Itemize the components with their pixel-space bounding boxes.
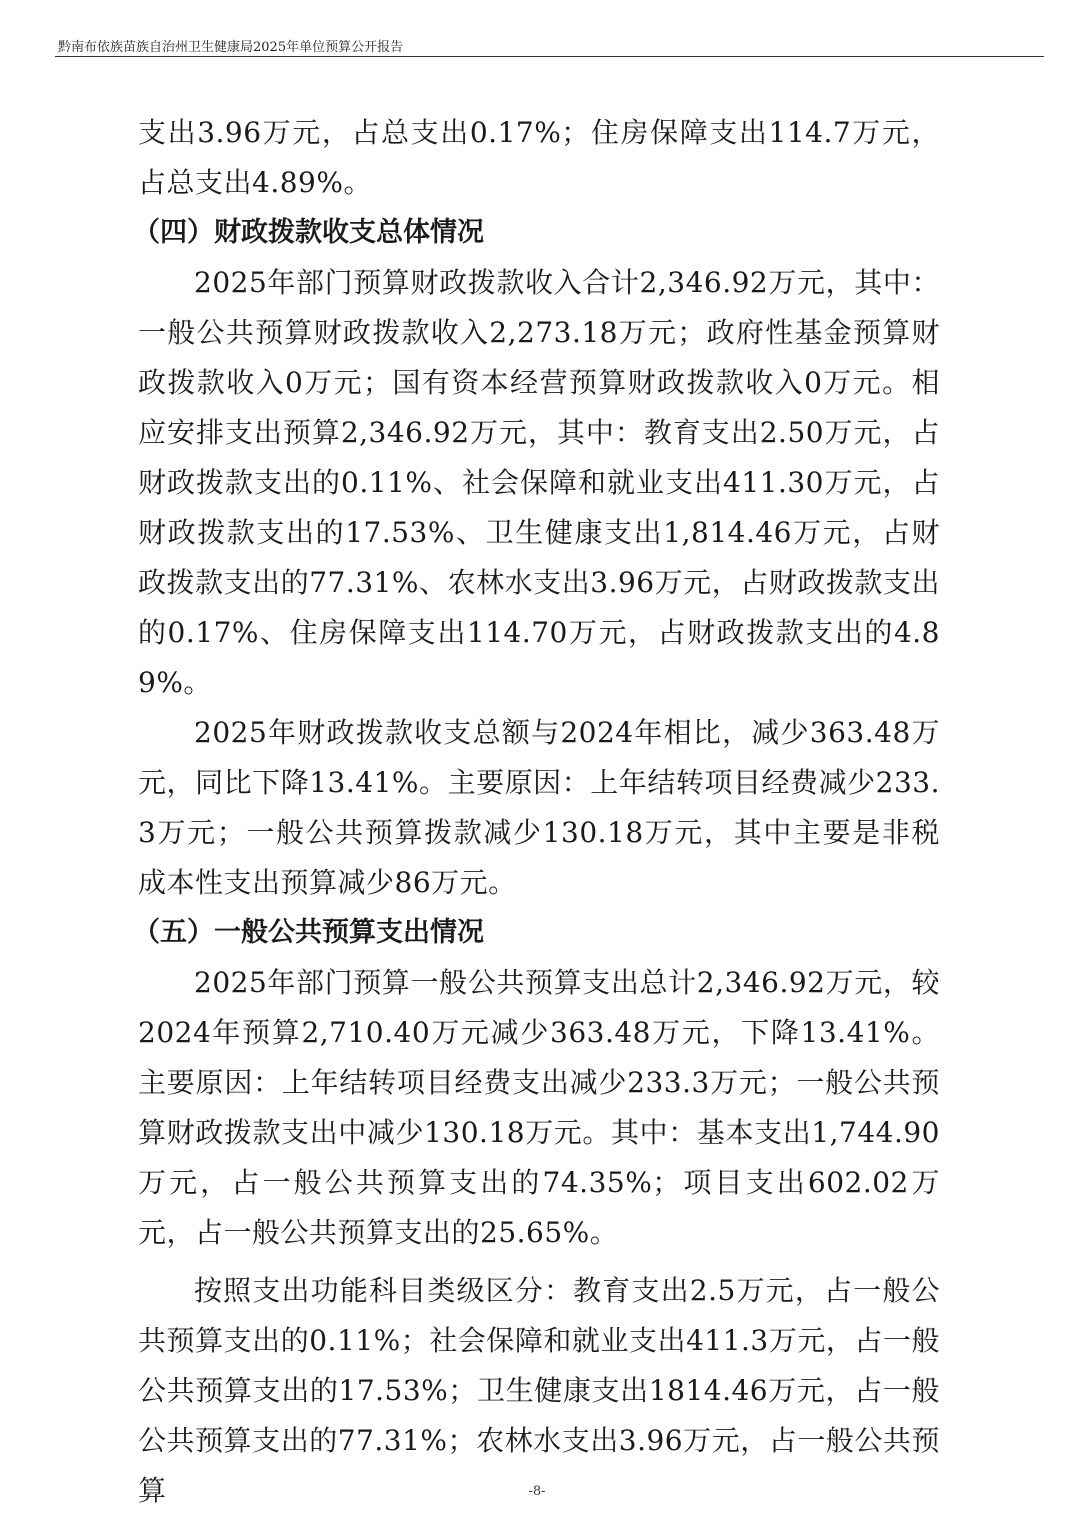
paragraph-function-classification: 按照支出功能科目类级区分：教育支出2.5万元，占一般公共预算支出的0.11%；社会保障和就业支出411.3万元，占一般公共预算支出的17.53%；卫生健康支出1814.46万元，占一般公共预算支出的77.31%；农林水支出3.96万元，占一般公共预算 (138, 1274, 940, 1507)
section-heading-general-budget: （五）一般公共预算支出情况 (133, 917, 484, 948)
paragraph-fiscal-income: 2025年部门预算财政拨款收入合计2,346.92万元，其中：一般公共预算财政拨款收入2,273.18万元；政府性基金预算财政拨款收入0万元；国有资本经营预算财政拨款收入0万元。相应安排支出预算2,346.92万元，其中：教育支出2.50万元，占财政拨款支出的0.11%、社会保障和就业支出411.30万元，占财政拨款支出的17.53%、卫生健康支出1,814.46万元，占财政拨款支出的77.31%、农林水支出3.96万元，占财政拨款支出的0.17%、住房保障支出114.70万元，占财政拨款支出的4.89%。 (138, 266, 940, 699)
paragraph-continued: 支出3.96万元，占总支出0.17%；住房保障支出114.7万元，占总支出4.89%。 (138, 116, 940, 199)
page-number: -8- (528, 1484, 546, 1499)
paragraph-general-budget-total: 2025年部门预算一般公共预算支出总计2,346.92万元，较2024年预算2,710.40万元减少363.48万元，下降13.41%。主要原因：上年结转项目经费支出减少233.3万元；一般公共预算财政拨款支出中减少130.18万元。其中：基本支出1,744.90万元，占一般公共预算支出的74.35%；项目支出602.02万元，占一般公共预算支出的25.65%。 (138, 966, 940, 1249)
document-body (133, 108, 940, 1516)
paragraph-fiscal-comparison: 2025年财政拨款收支总额与2024年相比，减少363.48万元，同比下降13.41%。主要原因：上年结转项目经费减少233.3万元；一般公共预算拨款减少130.18万元，其中主要是非税成本性支出预算减少86万元。 (138, 716, 940, 899)
header-divider (55, 56, 1044, 57)
page-header-title: 黔南布依族苗族自治州卫生健康局2025年单位预算公开报告 (58, 40, 404, 55)
section-heading-fiscal-overview: （四）财政拨款收支总体情况 (133, 217, 484, 248)
